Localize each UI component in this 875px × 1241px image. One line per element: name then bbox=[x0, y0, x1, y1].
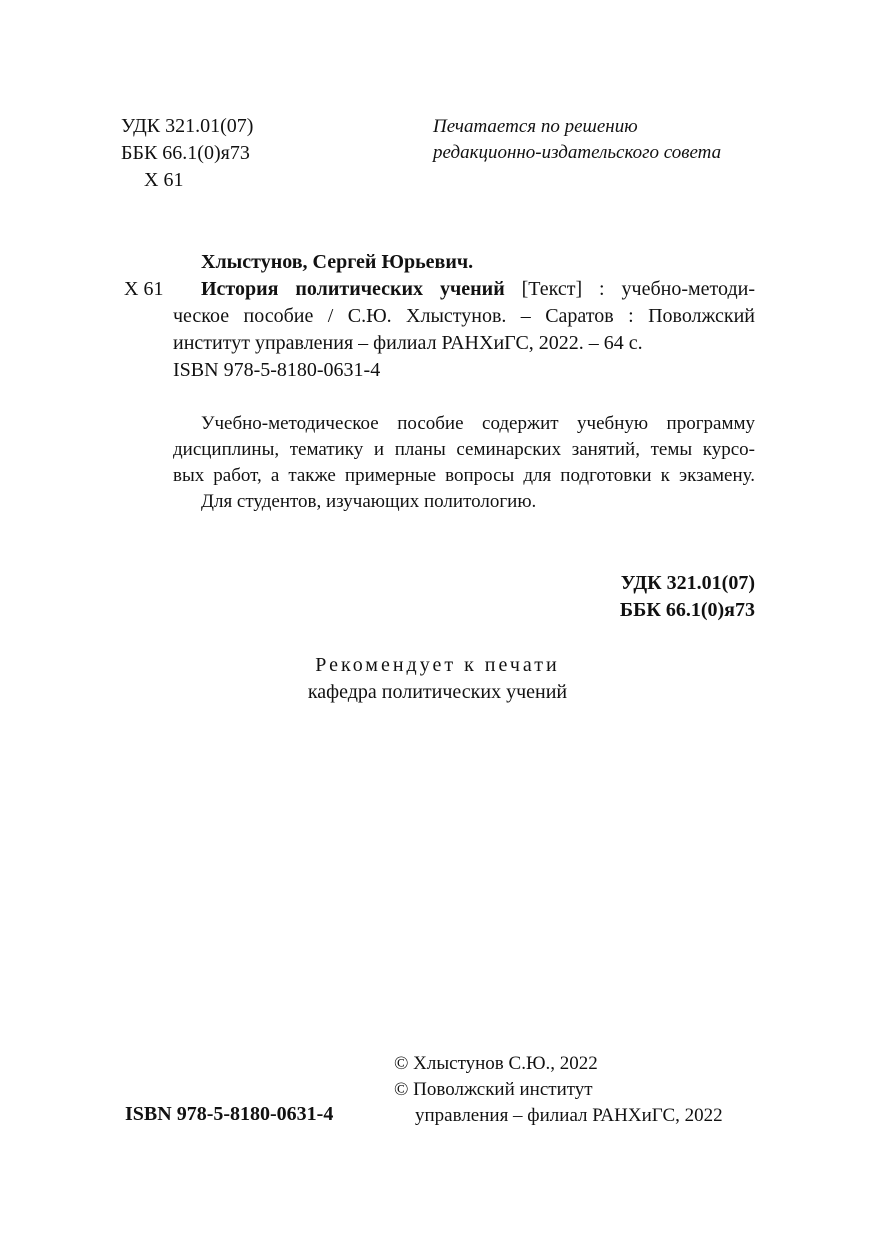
record-line-2: институт управления – филиал РАНХиГС, 2022. – 64 с. bbox=[173, 332, 643, 354]
print-note-line-2: редакционно-издательского совета bbox=[433, 142, 722, 163]
record-body bbox=[173, 303, 755, 384]
recommendation-line-2: кафедра политических учений bbox=[307, 681, 568, 703]
record-isbn: ISBN 978-5-8180-0631-4 bbox=[173, 359, 381, 381]
abstract-audience: Для студентов, изучающих политологию. bbox=[201, 491, 537, 512]
record-author: Хлыстунов, Сергей Юрьевич. bbox=[201, 251, 474, 273]
record-title-rest: [Текст] : учебно-методи- bbox=[504, 278, 755, 300]
classification-bbk: ББК 66.1(0)я73 bbox=[619, 599, 755, 621]
abstract-line-3: вых работ, а также примерные вопросы для подготовки к экзамену. bbox=[173, 465, 755, 486]
header-bbk: ББК 66.1(0)я73 bbox=[121, 142, 250, 164]
copyright-block bbox=[394, 1051, 723, 1129]
abstract bbox=[173, 411, 755, 515]
header-codes bbox=[121, 113, 253, 194]
classification bbox=[620, 570, 755, 624]
print-note-line-1: Печатается по решению bbox=[433, 116, 638, 137]
recommendation-line-1: Рекомендует к печати bbox=[315, 654, 560, 676]
header-udk: УДК 321.01(07) bbox=[121, 115, 254, 137]
copyright-publisher: © Поволжский институт bbox=[394, 1079, 593, 1100]
footer-isbn: ISBN 978-5-8180-0631-4 bbox=[125, 1103, 334, 1125]
print-note bbox=[433, 114, 721, 166]
abstract-line-2: дисциплины, тематику и планы семинарских занятий, темы курсо- bbox=[173, 439, 755, 460]
abstract-line-1: Учебно-методическое пособие содержит учебную программу bbox=[201, 413, 755, 434]
record-mark: Х 61 bbox=[124, 278, 164, 300]
classification-udk: УДК 321.01(07) bbox=[620, 572, 755, 594]
copyright-publisher-cont: управления – филиал РАНХиГС, 2022 bbox=[415, 1105, 723, 1126]
record-title-line bbox=[201, 276, 755, 303]
record-line-1: ческое пособие / С.Ю. Хлыстунов. – Саратов : Поволжский bbox=[173, 305, 755, 327]
record-title: История политических учений bbox=[201, 278, 505, 300]
recommendation bbox=[120, 652, 755, 706]
copyright-author: © Хлыстунов С.Ю., 2022 bbox=[394, 1053, 598, 1074]
header-author-mark: Х 61 bbox=[144, 169, 184, 191]
